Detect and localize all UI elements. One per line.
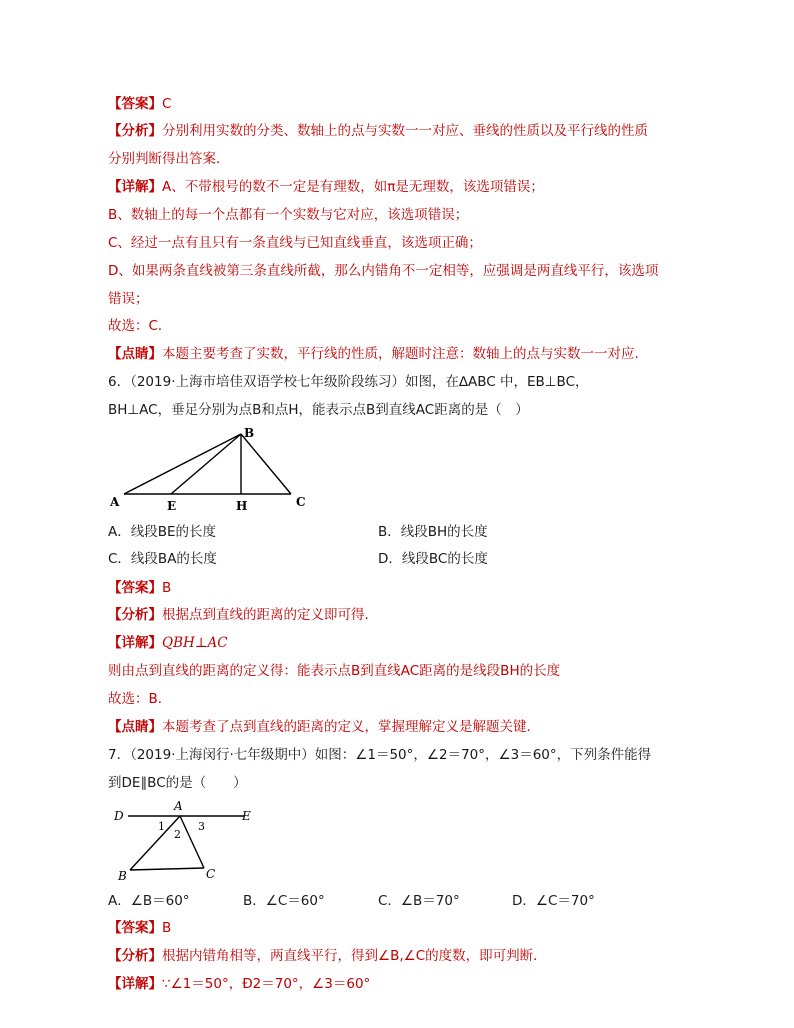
option-d: D．线段BC的长度 <box>378 551 488 567</box>
angle-label-3: 3 <box>198 820 205 833</box>
analysis-tag: 【分析】 <box>108 607 162 623</box>
analysis-line-5 <box>108 121 648 141</box>
option-b-7: B．∠C＝60° <box>243 893 325 909</box>
question-6-stem-cont: BH⊥AC，垂足分别为点B和点H，能表示点B到直线AC距离的是（ ） <box>108 402 529 418</box>
analysis-line-6 <box>108 605 378 625</box>
label-c: C <box>296 495 306 509</box>
answer-value: C <box>162 96 172 112</box>
label-c: C <box>206 867 216 881</box>
angle-label-2: 2 <box>174 828 181 841</box>
comment-text: 本题主要考查了实数，平行线的性质，解题时注意：数轴上的点与实数一一对应． <box>162 346 648 362</box>
question-7-stem-cont: 到DE∥BC的是（ ） <box>108 775 247 791</box>
detail-text-b: B、数轴上的每一个点都有一个实数与它对应，该选项错误； <box>108 207 469 223</box>
answer-value: B <box>162 580 172 596</box>
angle-label-1: 1 <box>158 820 165 833</box>
detail-text-d1: D、如果两条直线被第三条直线所截，那么内错角不一定相等，应强调是两直线平行，该选项 <box>108 263 659 279</box>
answer-line-7 <box>108 918 171 938</box>
option-c: C．线段BA的长度 <box>108 551 217 567</box>
option-d-7: D．∠C＝70° <box>512 893 595 909</box>
detail-text-6b: 则由点到直线的距离的定义得：能表示点B到直线AC距离的是线段BH的长度 <box>108 663 561 679</box>
answer-value: B <box>162 920 172 936</box>
comment-text: 本题考查了点到直线的距离的定义，掌握理解定义是解题关键． <box>162 719 540 735</box>
analysis-text: 根据内错角相等，两直线平行，得到∠B,∠C的度数，即可判断． <box>162 948 547 964</box>
label-b: B <box>244 426 255 440</box>
comment-tag: 【点睛】 <box>108 719 162 735</box>
segment-bc <box>241 434 291 494</box>
label-a: A <box>110 495 120 509</box>
analysis-tag: 【分析】 <box>108 948 162 964</box>
label-b: B <box>118 869 127 883</box>
analysis-text-cont: 分别判断得出答案． <box>108 151 230 167</box>
label-h: H <box>236 499 248 513</box>
question-7-stem: 7．（2019·上海闵行·七年级期中）如图：∠1＝50°，∠2＝70°，∠3＝60°，下列条件能得 <box>108 747 652 763</box>
detail-text-c: C、经过一点有且只有一条直线与已知直线垂直，该选项正确； <box>108 235 482 251</box>
triangle-figure-q7 <box>108 798 268 884</box>
option-b: B．线段BH的长度 <box>378 524 488 540</box>
comment-tag: 【点睛】 <box>108 346 162 362</box>
detail-tag: 【详解】 <box>108 635 162 651</box>
comment-line-5 <box>108 344 648 364</box>
label-a: A <box>174 799 183 813</box>
detail-text: ∵∠1＝50°，Ð2＝70°，∠3＝60° <box>162 976 371 992</box>
choose-text: 故选：C． <box>108 318 172 334</box>
detail-tag: 【详解】 <box>108 179 162 195</box>
option-a-7: A．∠B＝60° <box>108 893 190 909</box>
answer-tag: 【答案】 <box>108 920 162 936</box>
question-6-stem: 6．（2019·上海市培佳双语学校七年级阶段练习）如图，在∆ABC 中，EB⊥BC， <box>108 374 589 390</box>
detail-line-5a <box>108 177 544 197</box>
answer-line-5 <box>108 94 171 114</box>
answer-tag: 【答案】 <box>108 580 162 596</box>
choose-text-6: 故选：B． <box>108 691 172 707</box>
detail-tag: 【详解】 <box>108 976 162 992</box>
label-e: E <box>242 809 251 823</box>
analysis-text: 分别利用实数的分类、数轴上的点与实数一一对应、垂线的性质以及平行线的性质 <box>162 123 648 139</box>
label-d: D <box>114 809 124 823</box>
option-c-7: C．∠B＝70° <box>378 893 460 909</box>
detail-text: QBH⊥AC <box>162 635 228 651</box>
detail-text: A、不带根号的数不一定是有理数，如π是无理数，该选项错误； <box>162 179 544 195</box>
answer-line-6 <box>108 578 171 598</box>
option-a: A．线段BE的长度 <box>108 524 217 540</box>
label-e: E <box>167 499 177 513</box>
analysis-text: 根据点到直线的距离的定义即可得． <box>162 607 378 623</box>
segment-ab <box>130 816 180 870</box>
answer-tag: 【答案】 <box>108 96 162 112</box>
detail-line-7 <box>108 974 370 994</box>
triangle-figure-q6 <box>108 426 318 516</box>
segment-bc <box>130 868 204 870</box>
analysis-tag: 【分析】 <box>108 123 162 139</box>
comment-line-6 <box>108 717 540 737</box>
detail-text-d2: 错误； <box>108 291 149 307</box>
analysis-line-7 <box>108 946 547 966</box>
detail-line-6 <box>108 633 228 653</box>
